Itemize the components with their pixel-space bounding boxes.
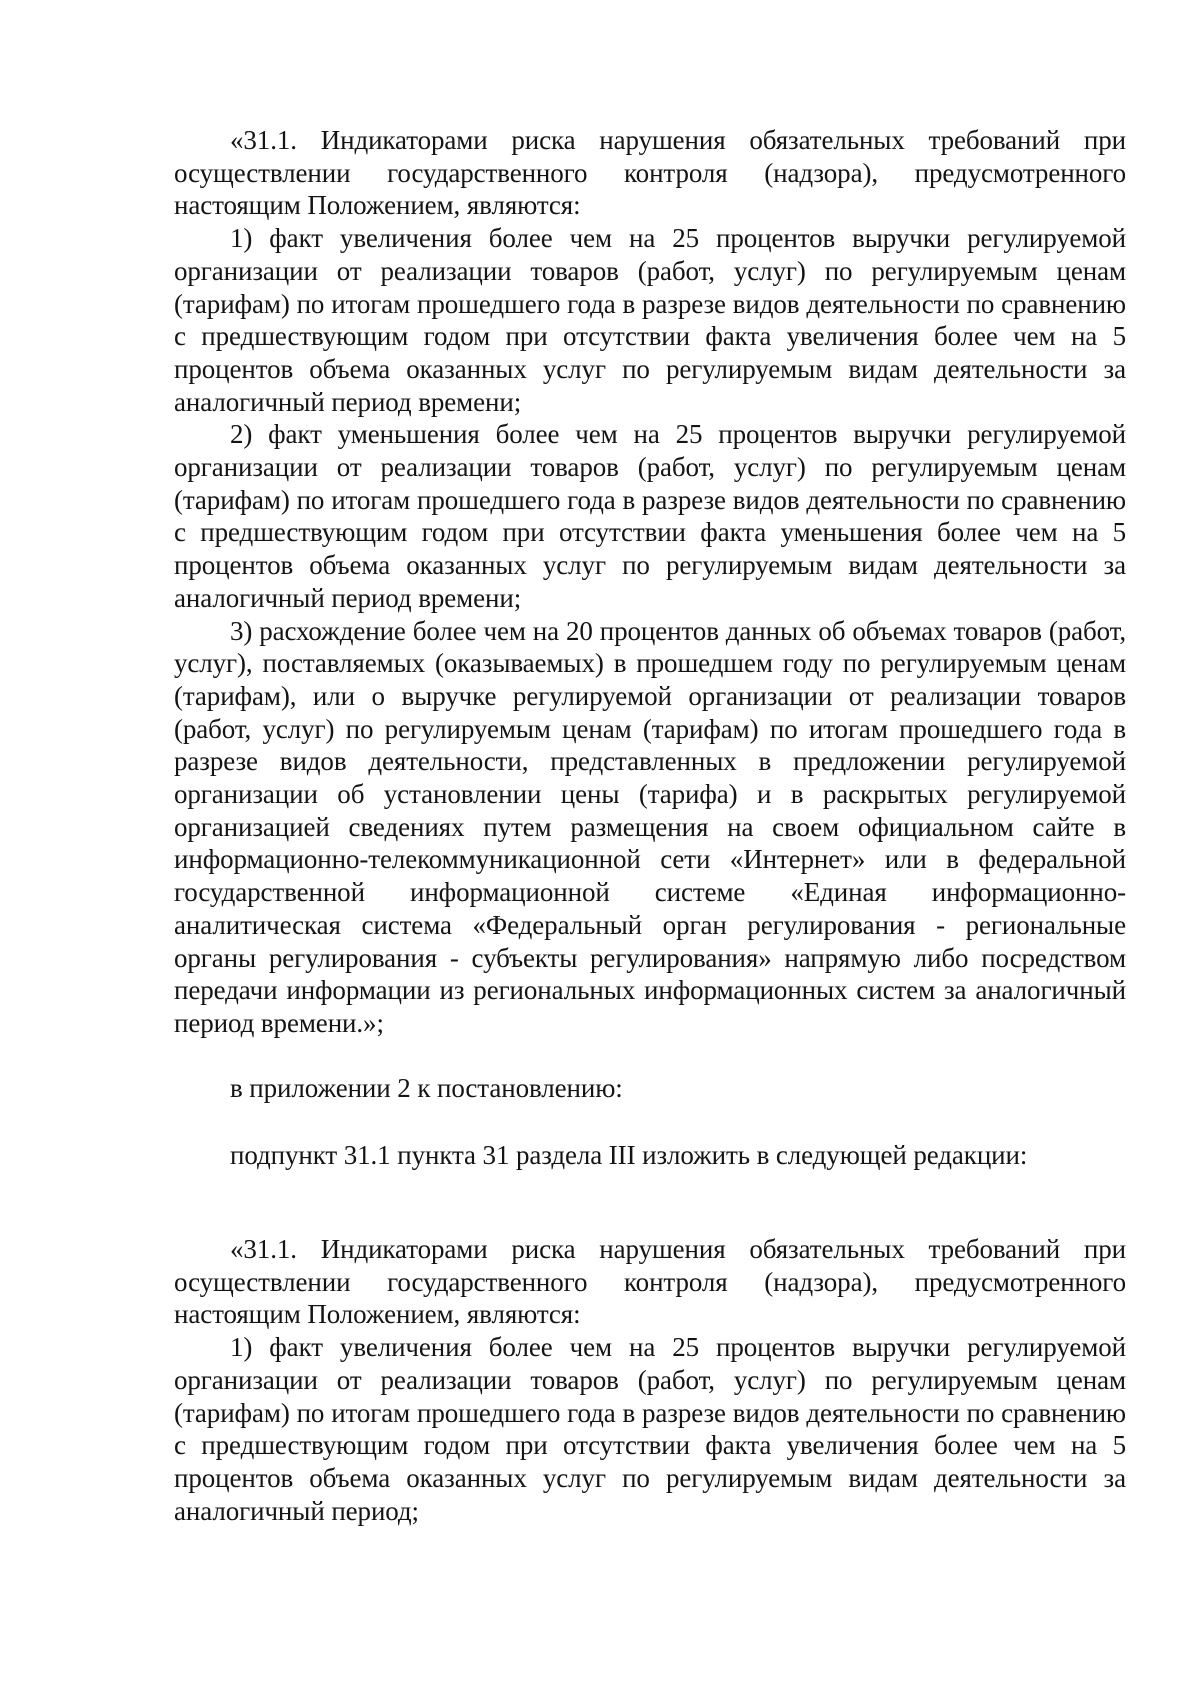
- paragraph-bottom-item-1: 1) факт увеличения более чем на 25 процентов выручки регулируемой организации от реализации товаров (работ, услуг) по регулируемым ценам (тарифам) по итогам прошедшего года в разрезе видов деятельности по сравнению с предшествующим годом при отсутствии факта увеличения более чем на 5 процентов объема оказанных услуг по регулируемым видам деятельности за аналогичный период;: [174, 1332, 1126, 1526]
- top-text-block: [174, 124, 1126, 1172]
- paragraph-subpoint: подпункт 31.1 пункта 31 раздела III изложить в следующей редакции:: [230, 1140, 1028, 1171]
- paragraph-top-item-2: 2) факт уменьшения более чем на 25 процентов выручки регулируемой организации от реализации товаров (работ, услуг) по регулируемым ценам (тарифам) по итогам прошедшего года в разрезе видов деятельности по сравнению с предшествующим годом при отсутствии факта уменьшения более чем на 5 процентов объема оказанных услуг по регулируемым видам деятельности за аналогичный период времени;: [174, 419, 1126, 613]
- paragraph-appendix: в приложении 2 к постановлению:: [230, 1073, 623, 1104]
- paragraph-top-item-3: 3) расхождение более чем на 20 процентов данных об объемах товаров (работ, услуг), поставляемых (оказываемых) в прошедшем году по регулируемым ценам (тарифам), или о выручке регулируемой организации от реализации товаров (работ, услуг) по регулируемым ценам (тарифам) по итогам прошедшего года в разрезе видов деятельности, представленных в предложении регулируемой организации об установлении цены (тарифа) и в раскрытых регулируемой организацией сведениях путем размещения на своем официальном сайте в информационно-телекоммуникационной сети «Интернет» или в федеральной государственной информационной системе «Единая информационно-аналитическая система «Федеральный орган регулирования - региональные органы регулирования - субъекты регулирования» напрямую либо посредством передачи информации из региональных информационных систем за аналогичный период времени.»;: [174, 615, 1126, 1038]
- spacer: [174, 1105, 1126, 1139]
- bottom-text-block: [174, 1233, 1126, 1527]
- paragraph-top-intro: «31.1. Индикаторами риска нарушения обязательных требований при осуществлении государственного контроля (надзора), предусмотренного настоящим Положением, являются:: [174, 125, 1126, 221]
- spacer: [174, 1040, 1126, 1073]
- paragraph-top-item-1: 1) факт увеличения более чем на 25 процентов выручки регулируемой организации от реализации товаров (работ, услуг) по регулируемым ценам (тарифам) по итогам прошедшего года в разрезе видов деятельности по сравнению с предшествующим годом при отсутствии факта увеличения более чем на 5 процентов объема оказанных услуг по регулируемым видам деятельности за аналогичный период времени;: [174, 223, 1126, 417]
- paragraph-bottom-intro: «31.1. Индикаторами риска нарушения обязательных требований при осуществлении государственного контроля (надзора), предусмотренного настоящим Положением, являются:: [174, 1234, 1126, 1330]
